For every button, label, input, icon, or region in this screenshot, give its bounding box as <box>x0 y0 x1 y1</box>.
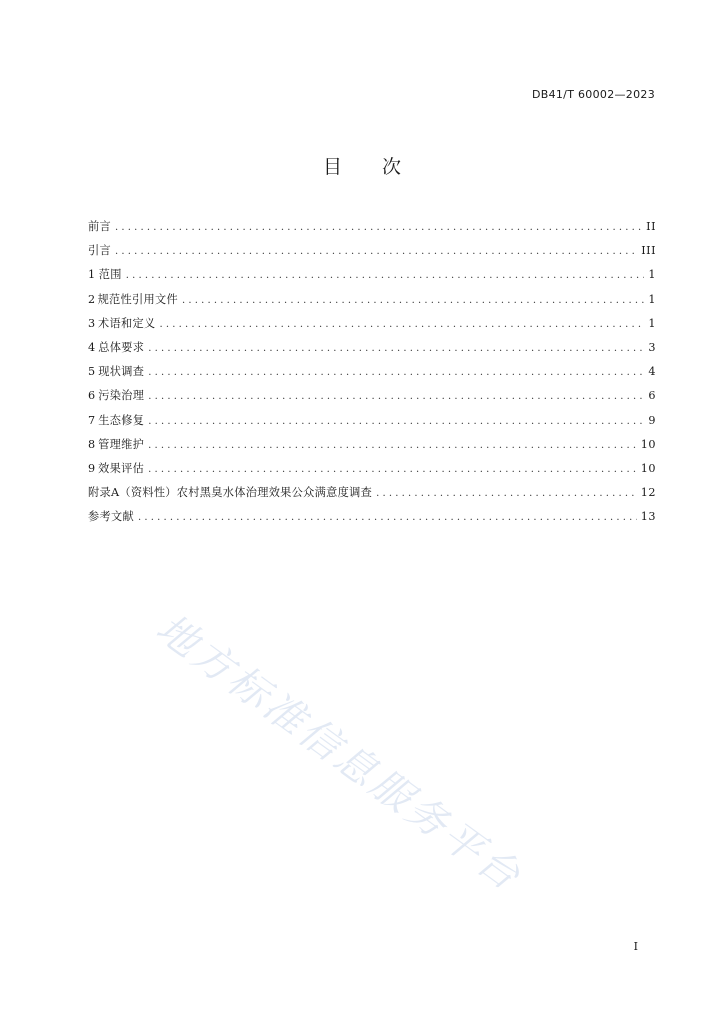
toc-entry-page: 1 <box>648 268 656 282</box>
toc-entry-2[interactable] <box>88 292 656 316</box>
page-number: I <box>633 940 638 953</box>
toc-entry-bibliography[interactable] <box>88 509 656 533</box>
toc-entry-label: 现状调查 <box>98 365 145 379</box>
toc-entry-page: 13 <box>640 510 656 524</box>
toc-entry-number: 1 <box>88 268 96 282</box>
toc-entry-number: 6 <box>88 389 96 403</box>
toc-entry-label: 总体要求 <box>98 340 145 354</box>
toc-entry-page: 3 <box>648 340 656 354</box>
toc-entry-page: 9 <box>648 413 656 427</box>
toc-leader <box>159 317 644 333</box>
toc-title <box>0 152 724 179</box>
standard-code: DB41/T 60002—2023 <box>531 88 655 101</box>
toc-leader <box>148 462 637 478</box>
toc-leader <box>148 341 644 357</box>
toc-entry-label: 管理维护 <box>98 437 145 451</box>
toc-leader <box>148 389 644 405</box>
toc-entry-label: 前言 <box>88 220 111 233</box>
toc-title-char-2: 次 <box>382 156 402 178</box>
toc-entry-label: 规范性引用文件 <box>97 292 178 306</box>
toc-entry-5[interactable] <box>88 364 656 388</box>
toc-entry-9[interactable] <box>88 461 656 485</box>
toc-entry-page: 4 <box>648 365 656 379</box>
toc-entry-number: 9 <box>88 461 96 475</box>
toc-entry-number: 4 <box>88 340 96 354</box>
toc-entry-number: 2 <box>88 292 96 306</box>
toc-leader <box>148 438 637 454</box>
toc-entry-8[interactable] <box>88 437 656 461</box>
toc-entry-appendix-a[interactable] <box>88 485 656 509</box>
toc-entry-4[interactable] <box>88 340 656 364</box>
toc-entry-label: 生态修复 <box>98 413 145 427</box>
toc-entry-number: 3 <box>88 316 96 330</box>
toc-entry-page: 10 <box>640 437 656 451</box>
toc-entry-page: 1 <box>648 316 656 330</box>
toc-leader <box>148 365 644 381</box>
toc-leader <box>115 220 642 236</box>
toc-entry-page: 10 <box>640 461 656 475</box>
toc-list <box>88 219 656 533</box>
toc-leader <box>376 486 637 502</box>
toc-entry-3[interactable] <box>88 316 656 340</box>
toc-entry-page: 1 <box>648 292 656 306</box>
toc-entry-page: II <box>646 220 656 233</box>
toc-entry-label: 参考文献 <box>88 510 134 524</box>
toc-leader <box>126 268 645 284</box>
toc-entry-page: 6 <box>648 389 656 403</box>
toc-entry-label: 范围 <box>98 268 122 282</box>
toc-leader <box>182 293 644 309</box>
toc-leader <box>148 414 644 430</box>
toc-entry-label: 污染治理 <box>98 389 145 403</box>
toc-entry-label: 附录A（资料性）农村黑臭水体治理效果公众满意度调查 <box>88 486 373 500</box>
toc-leader <box>138 510 637 526</box>
toc-entry-page: III <box>641 244 656 258</box>
watermark: 地方标准信息服务平台 <box>147 605 531 902</box>
toc-entry-page: 12 <box>640 486 656 500</box>
toc-entry-number: 8 <box>88 437 96 451</box>
toc-entry-label: 术语和定义 <box>98 316 156 330</box>
toc-entry-label: 引言 <box>88 244 111 258</box>
toc-entry-label: 效果评估 <box>98 461 145 475</box>
toc-entry-7[interactable] <box>88 413 656 437</box>
toc-entry-introduction[interactable] <box>88 243 656 267</box>
toc-entry-foreword[interactable] <box>88 219 656 243</box>
toc-entry-number: 7 <box>88 413 96 427</box>
toc-entry-6[interactable] <box>88 388 656 412</box>
toc-title-char-1: 目 <box>322 156 342 178</box>
toc-entry-1[interactable] <box>88 267 656 291</box>
toc-entry-number: 5 <box>88 365 96 379</box>
toc-leader <box>115 244 637 260</box>
